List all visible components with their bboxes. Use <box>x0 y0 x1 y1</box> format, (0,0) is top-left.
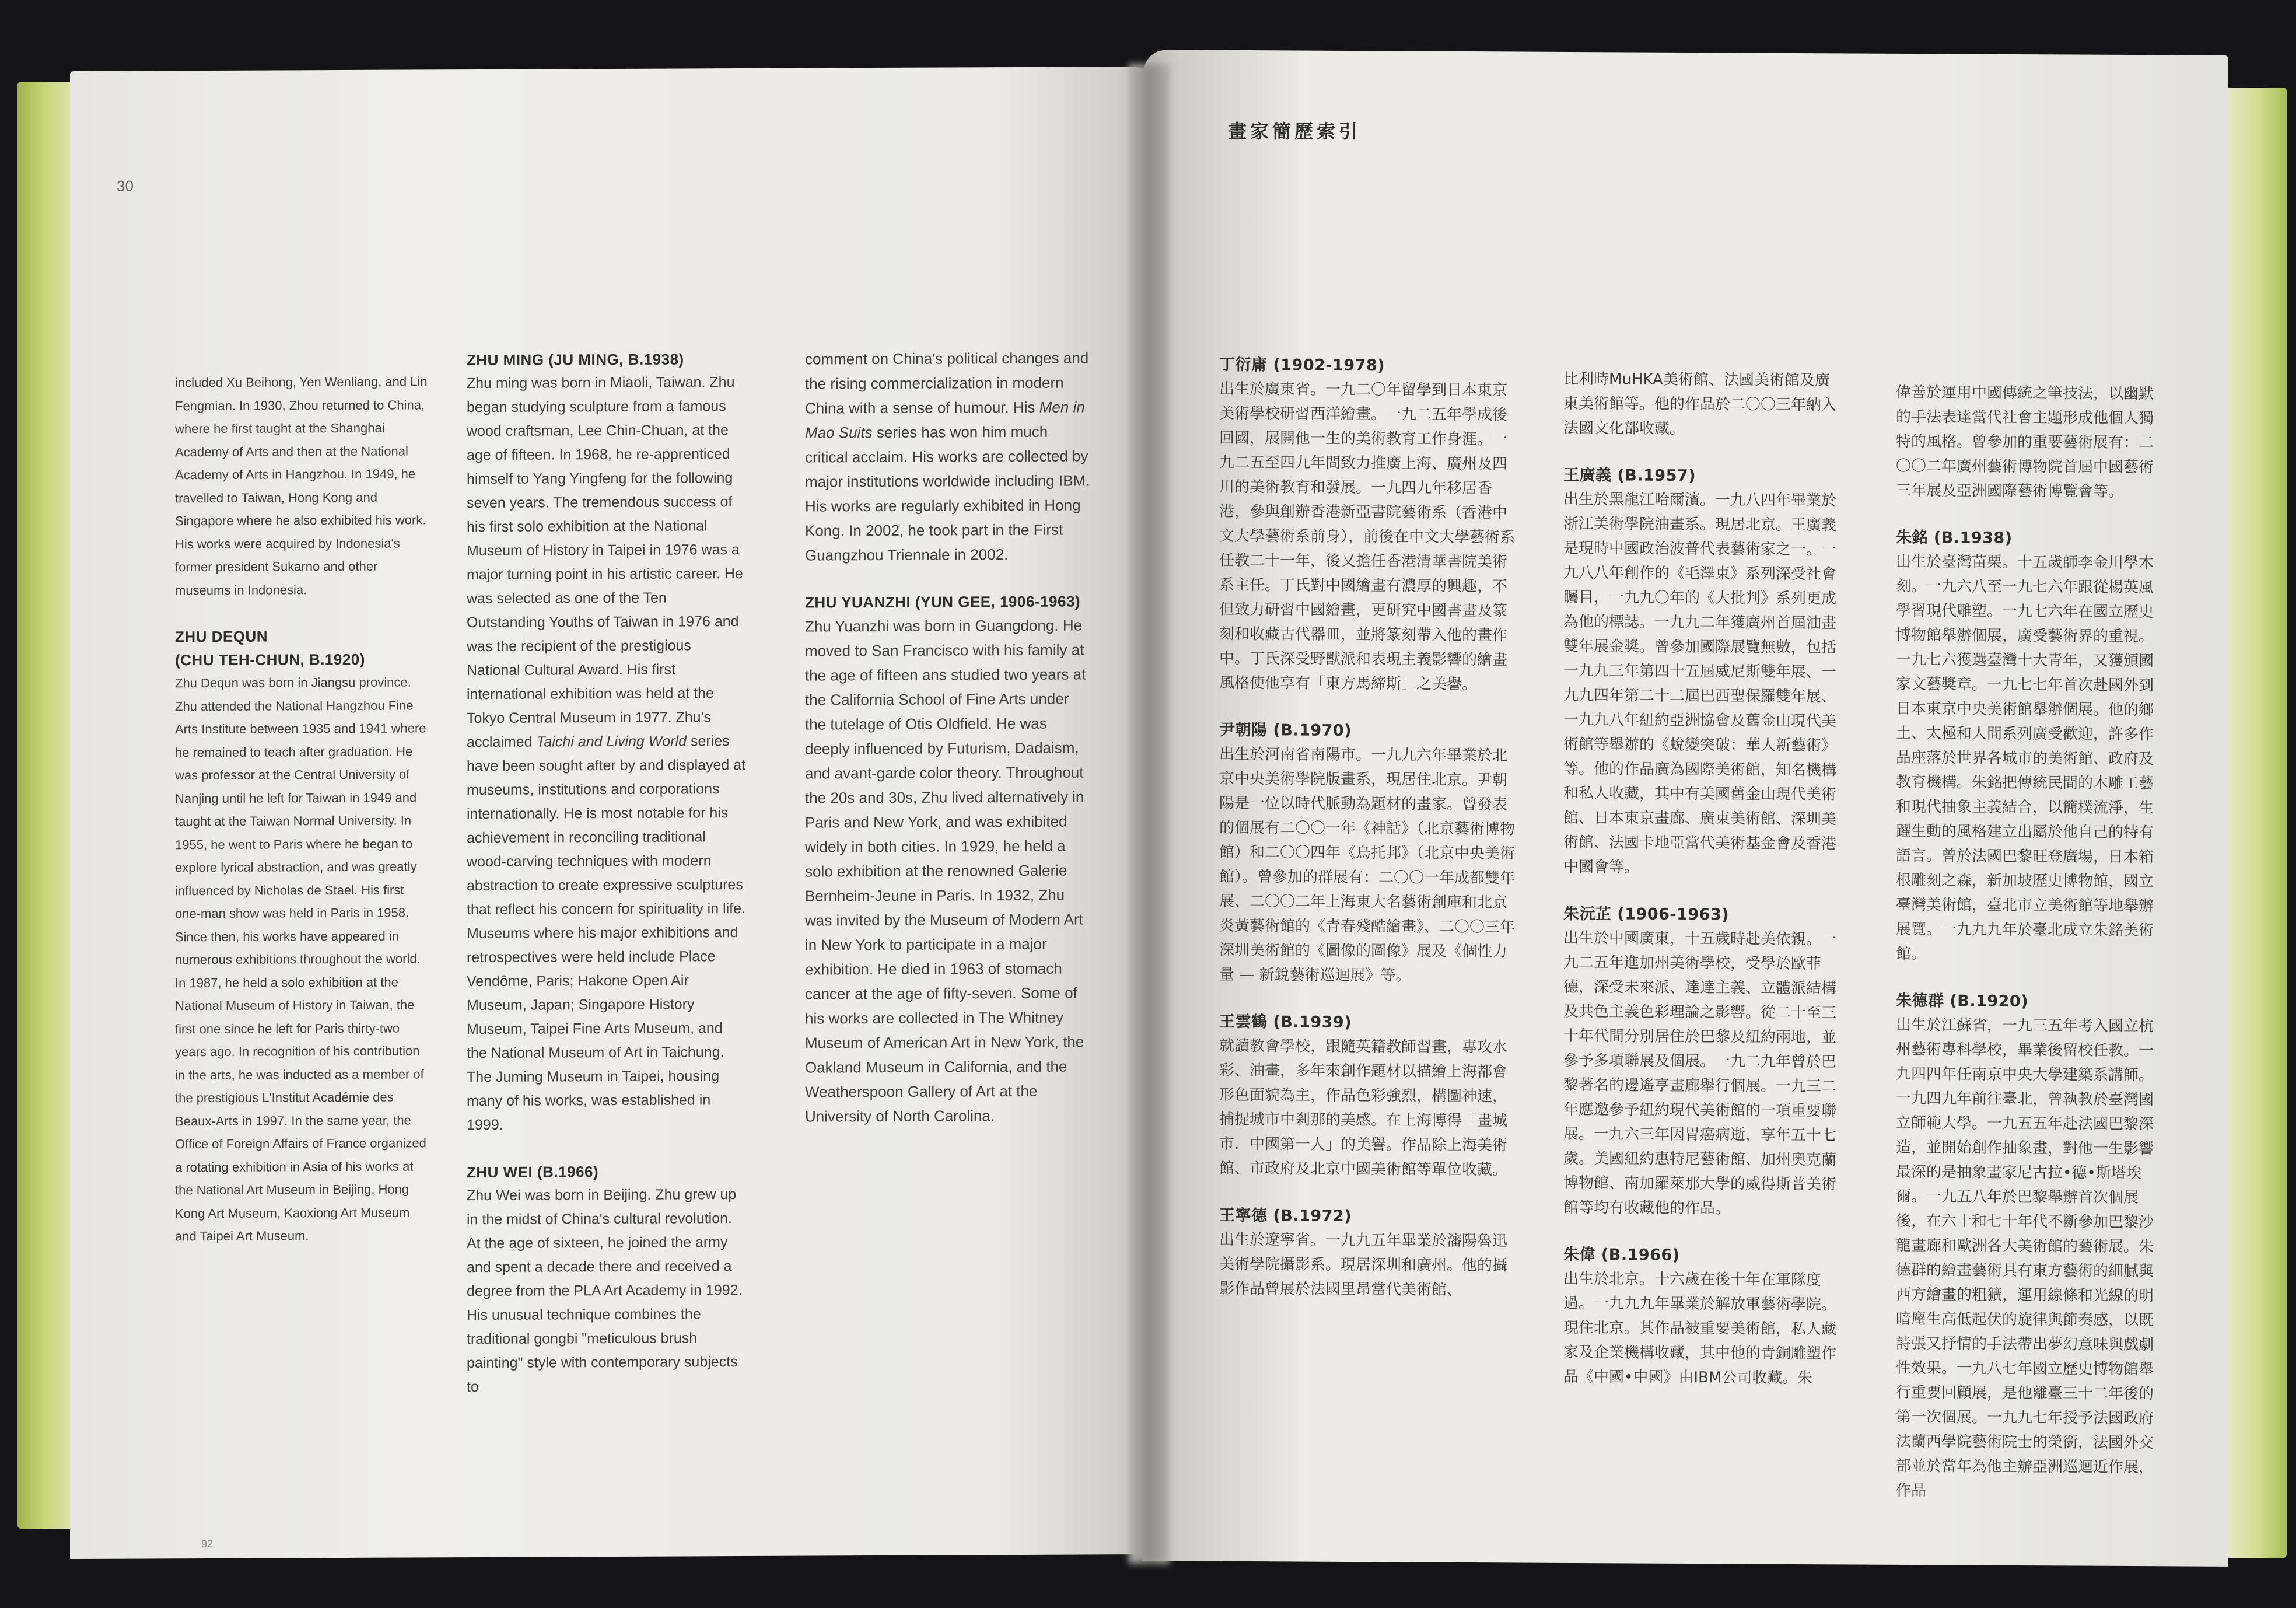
heading-zhu-ming-zh: 朱銘 (B.1938) <box>1896 528 2013 547</box>
heading-yin-chaoyang: 尹朝陽 (B.1970) <box>1219 721 1352 740</box>
bio-zhu-yuanzhi-zh: 出生於中國廣東，十五歲時赴美依親。一九二五年進加州美術學校，受學於歐菲德，深受未來派、達達主義、立體派結構及共色主義色彩理論之影響。從二十至三十年代間分別居住於巴黎及紐約兩地，並參予多項聯展及個展。一九二九年曾於巴黎著名的邊遙亨畫廊舉行個展。一九三二年應邀參予紐約現代美術館的一項重要聯展。一九六三年因胃癌病逝，享年五十七歲。美國紐約惠特尼藝術館、加州奧克蘭博物館、南加羅萊那大學的威得斯普美術館等均有收藏他的作品。 <box>1563 929 1837 1218</box>
bio-zhu-yuanzhi: Zhu Yuanzhi was born in Guangdong. He moved to San Francisco with his family at the age of fifteen ans studied two years at the California School of Fine Arts under the tutelage of Otis Oldfield. He was deeply influenced by Futurism, Dadaism, and avant-garde color theory. Throughout the 20s and 30s, Zhu lived alternatively in Paris and New York, and was exhibited widely in both cities. In 1929, he held a solo exhibition at the renowned Galerie Bernheim-Jeune in Paris. In 1932, Zhu was invited by the Museum of Modern Art in New York to participate in a major exhibition. He died in 1963 of stomach cancer at the age of fifty-seven. Some of his works are collected in The Whitney Museum of American Art in New York, the Oakland Museum in California, and the Weatherspoon Gallery of Art at the University of North Carolina. <box>805 616 1086 1125</box>
left-col-3 <box>805 345 1091 1128</box>
bio-zhu-wei-part2: series has won him much critical acclaim. His works are collected by major institutions worldwide including IBM. His works are regularly exhibited in Hong Kong. In 2002, he took part in the First Guangzhou Triennale in 2002. <box>805 422 1090 564</box>
left-col-1 <box>175 370 432 1247</box>
heading-ding-yanyong: 丁衍庸 (1902-1978) <box>1219 355 1385 375</box>
bio-zhu-wei: Zhu Wei was born in Beijing. Zhu grew up in the midst of China's cultural revolution. At the age of sixteen, he joined the army and spent a decade there and received a degree from the PLA Art Academy in 1992. His unusual technique combines the traditional gongbi "meticulous brush painting" style with contemporary subjects to <box>467 1186 743 1396</box>
series-title-mao-suits: Men in Mao Suits <box>805 398 1085 442</box>
book-gutter-shadow <box>1129 64 1170 1564</box>
bio-zhu-dequn: Zhu Dequn was born in Jiangsu province. Zhu attended the National Hangzhou Fine Arts Institute between 1935 and 1941 where he remained to teach after graduation. He was professor at the Central University of Nanjing until he left for Taiwan in 1949 and taught at the Taiwan Normal University. In 1955, he went to Paris where he began to explore lyrical abstraction, and was greatly influenced by Nicholas de Stael. His first one-man show was held in Paris in 1958. Since then, his works have appeared in numerous exhibitions throughout the world. In 1987, he held a solo exhibition at the National Museum of History in Taiwan, the first one since he left for Paris thirty-two years ago. In recognition of his contribution in the arts, he was inducted as a member of the prestigious L'Institut Académie des Beaux-Arts in 1997. In the same year, the Office of Foreign Affairs of France organized a rotating exhibition in Asia of his works at the National Art Museum in Beijing, Hong Kong Art Museum, Kaoxiong Art Museum and Taipei Art Museum. <box>175 674 426 1244</box>
heading-zhu-dequn: ZHU DEQUN <box>175 627 268 646</box>
heading-wang-ningde: 王寧德 (B.1972) <box>1219 1206 1352 1225</box>
running-number: 30 <box>117 177 134 195</box>
heading-zhu-yuanzhi-zh: 朱沅芷 (1906-1963) <box>1563 904 1730 924</box>
heading-zhu-ming: ZHU MING (JU MING, B.1938) <box>467 350 684 369</box>
right-col-1 <box>1219 354 1517 1303</box>
bio-zhu-wei-part1: comment on China's political changes and the rising commercialization in modern China with a sense of humour. His <box>805 349 1089 417</box>
bio-zhu-ming-part2: series have been sought after by and displayed at museums, institutions and corporations internationally. He is most notable for his achievement in reconciling traditional wood-carving techniques with modern abstraction to create expressive sculptures that reflect his concern for spirituality in life. Museums where his major exhibitions and retrospectives were held include Place Vendôme, Paris; Hakone Open Air Museum, Japan; Singapore History Museum, Taipei Fine Arts Museum, and the National Museum of Art in Taichung. The Juming Museum in Taipei, housing many of his works, was established in 1999. <box>467 733 746 1134</box>
index-title: 畫家簡歷索引 <box>1228 120 1362 142</box>
heading-wang-guangyi: 王廣義 (B.1957) <box>1563 466 1696 485</box>
right-col-3 <box>1896 380 2158 1504</box>
bio-wang-ningde-continued: 比利時MuHKA美術館、法國美術館及廣東美術館等。他的作品於二〇〇三年納入法國文化部收藏。 <box>1563 370 1837 438</box>
heading-zhu-wei: ZHU WEI (B.1966) <box>467 1163 599 1181</box>
heading-zhu-dequn-alt: (CHU TEH-CHUN, B.1920) <box>175 650 365 669</box>
heading-zhu-dequn-zh: 朱德群 (B.1920) <box>1896 991 2029 1011</box>
bio-wang-ningde: 出生於遼寧省。一九九五年畢業於瀋陽魯迅美術學院攝影系。現居深圳和廣州。他的攝影作品曾展於法國里昂當代美術館、 <box>1219 1231 1508 1299</box>
bio-zhu-ming <box>467 370 747 1137</box>
left-col-2 <box>467 347 747 1399</box>
intro-paragraph: included Xu Beihong, Yen Wenliang, and Lin Fengmian. In 1930, Zhou returned to China, where he first taught at the Shanghai Academy of Arts and then at the National Academy of Arts in Hangzhou. In 1949, he travelled to Taiwan, Hong Kong and Singapore where he also exhibited his work. His works were acquired by Indonesia's former president Sukarno and other museums in Indonesia. <box>175 374 428 597</box>
bio-yin-chaoyang: 出生於河南省南陽市。一九九六年畢業於北京中央美術學院版畫系，現居住北京。尹朝陽是一位以時代脈動為題材的畫家。曾發表的個展有二〇〇一年《神話》（北京藝術博物館）和二〇〇四年《烏托邦》（北京中央美術館）。曾參加的群展有：二〇〇一年成都雙年展、二〇〇二年上海東大名藝術創庫和北京炎黃藝術館的《青春殘酷繪畫》、二〇〇三年深圳美術館的《圖像的圖像》展及《個性力量 — 新銳藝術巡迴展》等。 <box>1219 745 1516 985</box>
bio-wang-guangyi: 出生於黑龍江哈爾濱。一九八四年畢業於浙江美術學院油畫系。現居北京。王廣義是現時中國政治波普代表藝術家之一。一九八八年創作的《毛澤東》系列深受社會矚目，一九九〇年的《大批判》系列更成為他的標誌。一九九二年獲廣州首屆油畫雙年展金獎。曾參加國際展覽無數，包括一九九三年第四十五屆威尼斯雙年展、一九九四年第二十二屆巴西聖保羅雙年展、一九九八年紐約亞洲協會及舊金山現代美術館等舉辦的《蛻變突破：華人新藝術》等。他的作品廣為國際美術館，知名機構和私人收藏，其中有美國舊金山現代美術館、日本東京畫廊、廣東美術館、深圳美術館、法國卡地亞當代美術基金會及香港中國會等。 <box>1563 490 1837 876</box>
heading-zhu-yuanzhi: ZHU YUANZHI (YUN GEE, 1906-1963) <box>805 592 1081 611</box>
right-col-2 <box>1563 367 1843 1391</box>
right-page <box>1143 50 2228 1567</box>
series-title-taichi: Taichi and Living World <box>536 733 687 750</box>
heading-zhu-wei-zh: 朱偉 (B.1966) <box>1563 1245 1680 1264</box>
bio-zhu-wei-continued <box>805 345 1091 567</box>
bio-wang-yunhe: 就讀教會學校，跟隨英籍教師習畫，專攻水彩、油畫，多年來創作題材以描繪上海都會形色面貌為主，作品色彩強烈，構圖神速，捕捉城市中剎那的美感。在上海博得「畫城市．中國第一人」的美譽。作品除上海美術館、市政府及北京中國美術館等單位收藏。 <box>1219 1037 1508 1179</box>
bio-zhu-ming-part1: Zhu ming was born in Miaoli, Taiwan. Zhu began studying sculpture from a famous wood craftsman, Lee Chin-Chuan, at the age of fifteen. In 1968, he re-apprenticed himself to Yang Yingfeng for the following seven years. The tremendous success of his first solo exhibition at the National Museum of History in Taipei in 1976 was a major turning point in his artistic career. He was selected as one of the Ten Outstanding Youths of Taiwan in 1976 and was the recipient of the prestigious National Cultural Award. His first international exhibition was held at the Tokyo Central Museum in 1977. Zhu's acclaimed <box>467 374 743 751</box>
bio-ding-yanyong: 出生於廣東省。一九二〇年留學到日本東京美術學校研習西洋繪畫。一九二五年學成後回國，展開他一生的美術教育工作身涯。一九二五至四九年間致力推廣上海、廣州及四川的美術教育和發展。一九四九年移居香港，參與創辦香港新亞書院藝術系（香港中文大學藝術系前身），前後在中文大學藝術系任教二十一年，後又擔任香港清華書院美術系主任。丁氏對中國繪畫有濃厚的興趣，不但致力研習中國繪畫，更研究中國書畫及篆刻和收藏古代器皿，並將篆刻帶入他的畫作中。丁氏深受野獸派和表現主義影響的繪畫風格使他享有「東方馬締斯」之美譽。 <box>1219 380 1516 694</box>
heading-wang-yunhe: 王雲鶴 (B.1939) <box>1219 1012 1352 1032</box>
bio-zhu-dequn-zh: 出生於江蘇省，一九三五年考入國立杭州藝術專科學校，畢業後留校任教。一九四四年任南京中央大學建築系講師。一九四九年前往臺北，曾執教於臺灣國立師範大學。一九五五年赴法國巴黎深造，並開始創作抽象畫，對他一生影響最深的是抽象畫家尼古拉•德•斯塔埃爾。一九五八年於巴黎舉辦首次個展後，在六十和七十年代不斷參加巴黎沙龍畫廊和歐洲各大美術館的藝術展。朱德群的繪畫藝術具有東方藝術的細膩與西方繪畫的粗獷，運用線條和光線的明暗塵生高低起伏的旋律與節奏感，以既詩張又抒情的手法帶出夢幻意味與戲劇性效果。一九八七年國立歷史博物館舉行重要回顧展，是他離臺三十二年後的第一次個展。一九九七年授予法國政府法蘭西學院藝術院士的榮銜，法國外交部並於當年為他主辦亞洲巡迴近作展，作品 <box>1896 1016 2154 1500</box>
bio-zhu-ming-zh: 出生於臺灣苗栗。十五歲師李金川學木刻。一九六八至一九七六年跟從楊英風學習現代雕塑。一九七六年在國立歷史博物館舉辦個展，廣受藝術界的重視。一九七六獲選臺灣十大青年，又獲頒國家文藝獎章。一九七七年首次赴國外到日本東京中央美術館舉辦個展。他的鄉土、太極和人間系列廣受歡迎，許多作品座落於世界各城市的美術館、政府及教育機構。朱銘把傳統民間的木雕工藝和現代抽象主義結合，以簡樸流淨，生躍生動的風格建立出屬於他自己的特有語言。曾於法國巴黎旺登廣場，日本箱根雕刻之森，新加坡歷史博物館，國立臺灣美術館，臺北市立美術館等地舉辦展覽。一九九九年於臺北成立朱銘美術館。 <box>1896 553 2154 963</box>
bio-zhu-wei-zh-continued: 偉善於運用中國傳統之筆技法，以幽默的手法表達當代社會主題形成他個人獨特的風格。曾參加的重要藝術展有：二〇〇二年廣州藝術博物院首屆中國藝術三年展及亞洲國際藝術博覽會等。 <box>1896 383 2154 501</box>
page-number-left: 92 <box>201 1537 214 1550</box>
bio-zhu-wei-zh: 出生於北京。十六歲在後十年在軍隊度過。一九九九年畢業於解放軍藝術學院。現住北京。其作品被重要美術館，私人藏家及企業機構收藏，其中他的青銅雕塑作品《中國•中國》由IBM公司收藏。朱 <box>1563 1270 1837 1387</box>
left-page <box>70 67 1155 1559</box>
